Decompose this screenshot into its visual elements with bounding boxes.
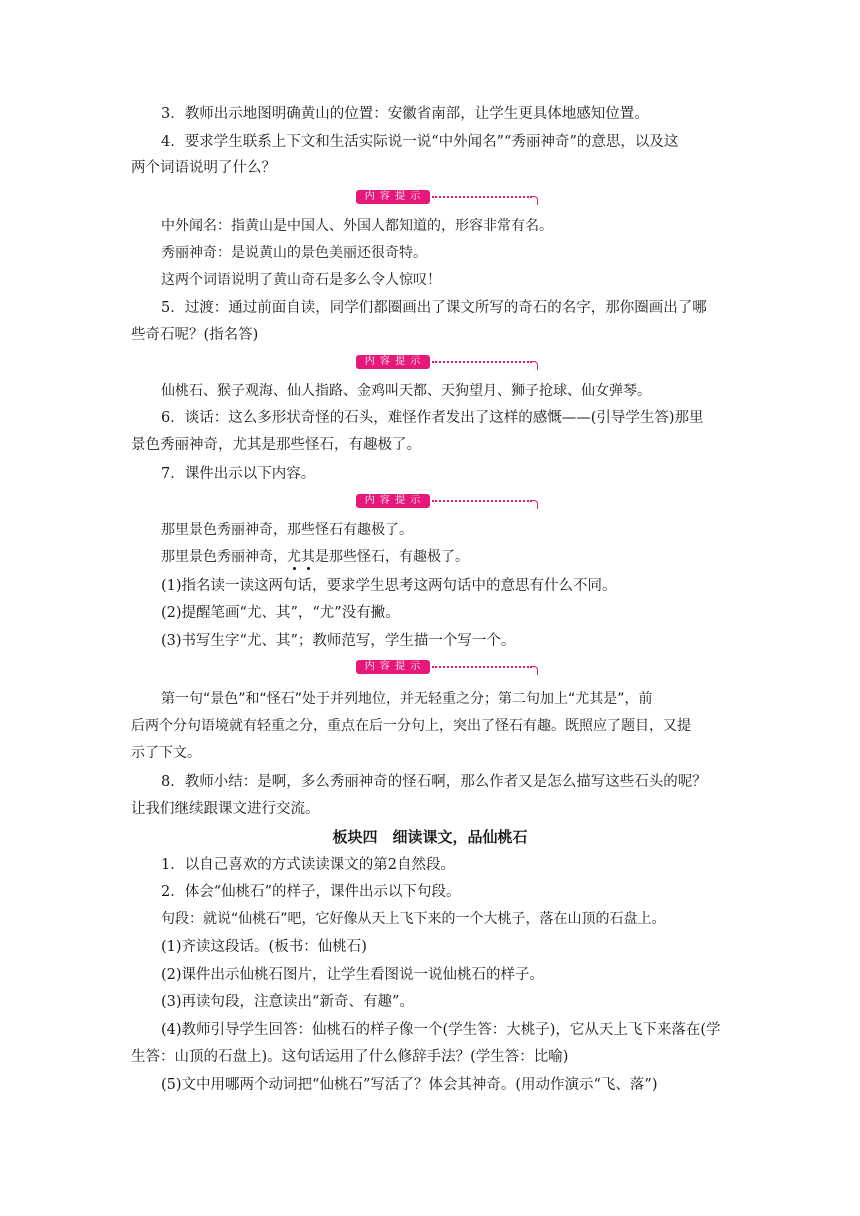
divider-hook — [531, 196, 538, 205]
paragraph-line: 些奇石呢？(指名答) — [131, 327, 259, 343]
content-tip-badge: 内 容 提 示 — [356, 494, 430, 508]
paragraph-line: 7．课件出示以下内容。 — [161, 466, 316, 482]
paragraph-line: (1)齐读这段话。(板书：仙桃石) — [161, 939, 367, 955]
paragraph-line: 8．教师小结：是啊，多么秀丽神奇的怪石啊，那么作者又是怎么描写这些石头的呢？ — [161, 774, 707, 790]
tip-text: 中外闻名：指黄山是中国人、外国人都知道的，形容非常有名。 — [161, 218, 553, 234]
dotted-divider — [432, 666, 532, 670]
content-tip-banner — [356, 660, 538, 676]
dotted-divider — [432, 361, 532, 365]
section-heading: 板块四 细读课文，品仙桃石 — [332, 828, 528, 846]
divider-hook — [531, 500, 538, 509]
paragraph-line: (2)课件出示仙桃石图片，让学生看图说一说仙桃石的样子。 — [161, 967, 545, 983]
paragraph-line: 5．过渡：通过前面自读，同学们都圈画出了课文所写的奇石的名字，那你圈画出了哪 — [161, 300, 707, 316]
tip-text: 那里景色秀丽神奇，那些怪石有趣极了。 — [161, 522, 413, 538]
divider-hook — [531, 361, 538, 370]
paragraph-line: 2．体会“仙桃石”的样子，课件出示以下句段。 — [161, 884, 461, 900]
paragraph-line: 6．谈话：这么多形状奇怪的石头，难怪作者发出了这样的感慨——(引导学生答)那里 — [161, 410, 704, 426]
content-tip-badge: 内 容 提 示 — [356, 190, 430, 204]
paragraph-line: 3．教师出示地图明确黄山的位置：安徽省南部，让学生更具体地感知位置。 — [161, 106, 649, 122]
paragraph-line: 两个词语说明了什么？ — [131, 160, 276, 176]
content-tip-banner — [356, 190, 538, 206]
paragraph-line: 景色秀丽神奇，尤其是那些怪石，有趣极了。 — [131, 437, 421, 453]
divider-hook — [531, 666, 538, 675]
content-tip-banner — [356, 494, 538, 510]
paragraph-line: (4)教师引导学生回答：仙桃石的样子像一个(学生答：大桃子)，它从天上飞下来落在(学 — [161, 1022, 721, 1038]
content-tip-banner — [356, 355, 538, 371]
paragraph-line: (1)指名读一读这两句话，要求学生思考这两句话中的意思有什么不同。 — [161, 578, 617, 594]
paragraph-line: 让我们继续跟课文进行交流。 — [131, 801, 320, 817]
content-tip-badge: 内 容 提 示 — [356, 355, 430, 369]
emphasis-char: 其 — [301, 549, 315, 565]
dotted-divider — [432, 196, 532, 200]
quoted-passage: 句段：就说“仙桃石”吧，它好像从天上飞下来的一个大桃子，落在山顶的石盘上。 — [161, 911, 666, 927]
emphasis-char: 尤 — [287, 549, 301, 565]
sentence-part: 是那些怪石，有趣极了。 — [315, 549, 469, 565]
paragraph-line: (2)提醒笔画“尤、其”，“尤”没有撇。 — [161, 605, 400, 621]
tip-text: 这两个词语说明了黄山奇石是多么令人惊叹！ — [161, 272, 441, 288]
content-tip-badge: 内 容 提 示 — [356, 660, 430, 674]
tip-text: 仙桃石、猴子观海、仙人指路、金鸡叫天都、天狗望月、狮子抢球、仙女弹琴。 — [161, 383, 651, 399]
tip-text: 秀丽神奇：是说黄山的景色美丽还很奇特。 — [161, 245, 427, 261]
tip-text: 示了下文。 — [131, 745, 201, 761]
paragraph-line: 1．以自己喜欢的方式读读课文的第2自然段。 — [161, 857, 455, 873]
paragraph-line: 生答：山顶的石盘上)。这句话运用了什么修辞手法？(学生答：比喻) — [131, 1049, 569, 1065]
paragraph-line: (3)书写生字“尤、其”；教师范写，学生描一个写一个。 — [161, 633, 516, 649]
sentence-part: 那里景色秀丽神奇， — [161, 549, 287, 565]
paragraph-line: (5)文中用哪两个动词把“仙桃石”写活了？体会其神奇。(用动作演示“飞、落”) — [161, 1077, 658, 1093]
tip-text: 后两个分句语境就有轻重之分，重点在后一分句上，突出了怪石有趣。既照应了题目，又提 — [131, 718, 691, 734]
tip-text — [161, 547, 742, 567]
tip-text: 第一句“景色”和“怪石”处于并列地位，并无轻重之分；第二句加上“尤其是”，前 — [161, 691, 653, 707]
paragraph-line: 4．要求学生联系上下文和生活实际说一说“中外闻名”“秀丽神奇”的意思，以及这 — [161, 134, 679, 150]
paragraph-line: (3)再读句段，注意读出“新奇、有趣”。 — [161, 994, 414, 1010]
dotted-divider — [432, 500, 532, 504]
